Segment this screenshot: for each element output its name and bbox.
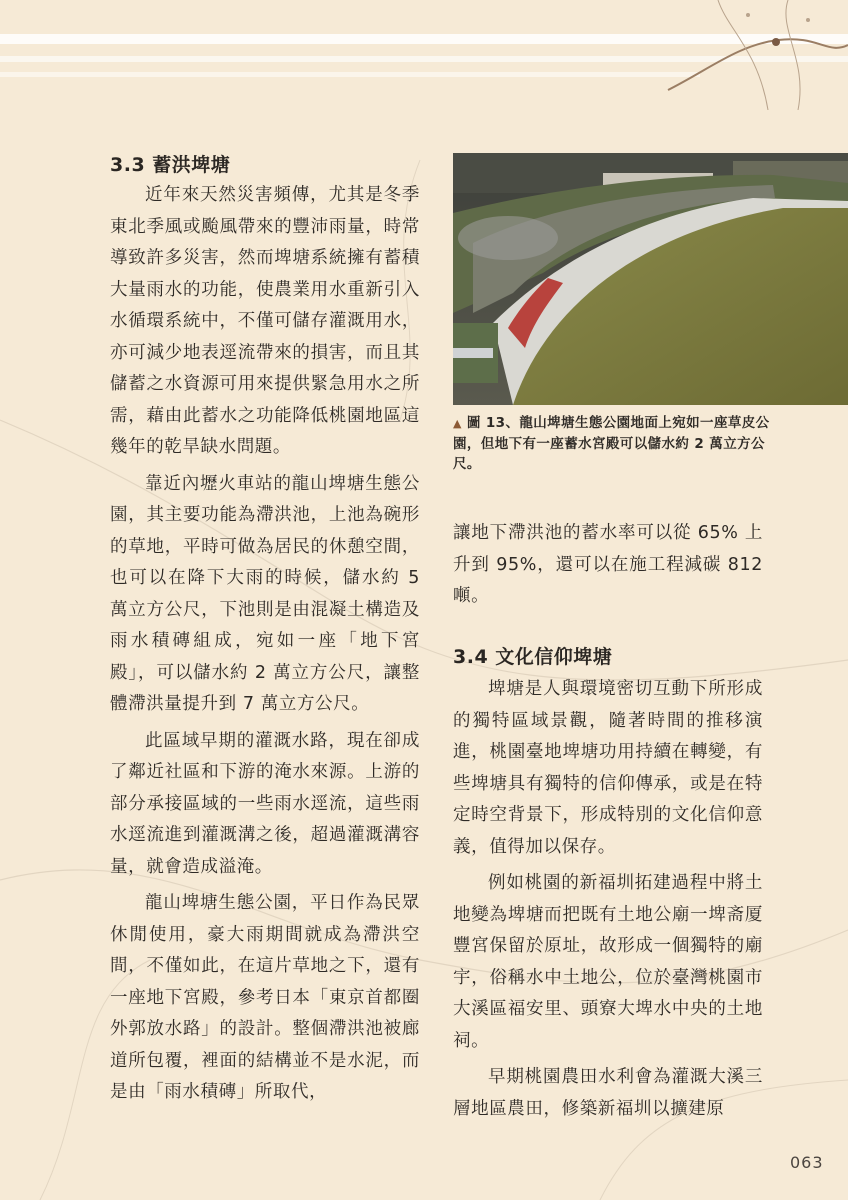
- paragraph: 例如桃園的新福圳拓建過程中將土地變為埤塘而把既有土地公廟一埤斋厦豐宮保留於原址，故形成一個獨特的廟宇，俗稱水中土地公，位於臺灣桃園市大溪區福安里、頭寮大埤水中央的土地祠。: [453, 873, 763, 1051]
- paragraph: 讓地下滯洪池的蓄水率可以從 65% 上升到 95%，還可以在施工程減碳 812 噸。: [453, 523, 763, 606]
- paragraph: 靠近內壢火車站的龍山埤塘生態公園，其主要功能為滯洪池，上池為碗形的草地，平時可做為居民的休憩空間，也可以在降下大雨的時候，儲水約 5 萬立方公尺，下池則是由混凝土構造及雨水積磚組成，宛如一座「地下宮殿」，可以儲水約 2 萬立方公尺，讓整體滯洪量提升到 7 萬立方公尺。: [110, 473, 420, 714]
- paragraph: 此區域早期的灌溉水路，現在卻成了鄰近社區和下游的淹水來源。上游的部分承接區域的一些雨水逕流，這些雨水逕流進到灌溉溝之後，超過灌溉溝容量，就會造成溢淹。: [110, 730, 420, 877]
- paragraph: 龍山埤塘生態公園，平日作為民眾休閒使用，豪大雨期間就成為滯洪空間，不僅如此，在這片草地之下，還有一座地下宮殿，參考日本「東京首都圈外郭放水路」的設計。整個滯洪池被廊道所包覆，裡面的結構並不是水泥，而是由「雨水積磚」所取代，: [110, 893, 420, 1102]
- right-column-top-text: [453, 518, 763, 613]
- section-heading-3-4: 3.4 文化信仰埤塘: [453, 646, 613, 668]
- caption-marker-icon: ▲: [453, 417, 462, 430]
- paragraph: 埤塘是人與環境密切互動下所形成的獨特區域景觀，隨著時間的推移演進，桃園臺地埤塘功用持續在轉變，有些埤塘具有獨特的信仰傳承，或是在特定時空背景下，形成特別的文化信仰意義，值得加以保存。: [453, 679, 763, 857]
- park-aerial-photo: [453, 153, 848, 405]
- page-number: 063: [790, 1153, 824, 1172]
- section-heading-3-3: 3.3 蓄洪埤塘: [110, 154, 231, 176]
- caption-text: 圖 13、龍山埤塘生態公園地面上宛如一座草皮公園，但地下有一座蓄水宮殿可以儲水約 2 萬立方公尺。: [453, 415, 770, 472]
- figure-caption: [453, 413, 783, 474]
- header-stripe: [0, 72, 700, 77]
- paragraph: 近年來天然災害頻傳，尤其是冬季東北季風或颱風帶來的豐沛雨量，時常導致許多災害，然而埤塘系統擁有蓄積大量雨水的功能，使農業用水重新引入水循環系統中，不僅可儲存灌溉用水，亦可減少地表逕流帶來的損害，而且其儲蓄之水資源可用來提供緊急用水之所需，藉由此蓄水之功能降低桃園地區這幾年的乾旱缺水問題。: [110, 185, 420, 457]
- paragraph: 早期桃園農田水利會為灌溉大溪三層地區農田，修築新福圳以擴建原: [453, 1067, 763, 1119]
- corner-map-decoration: [658, 0, 848, 110]
- right-column-text: [453, 674, 763, 1125]
- left-column-text: [110, 180, 420, 1109]
